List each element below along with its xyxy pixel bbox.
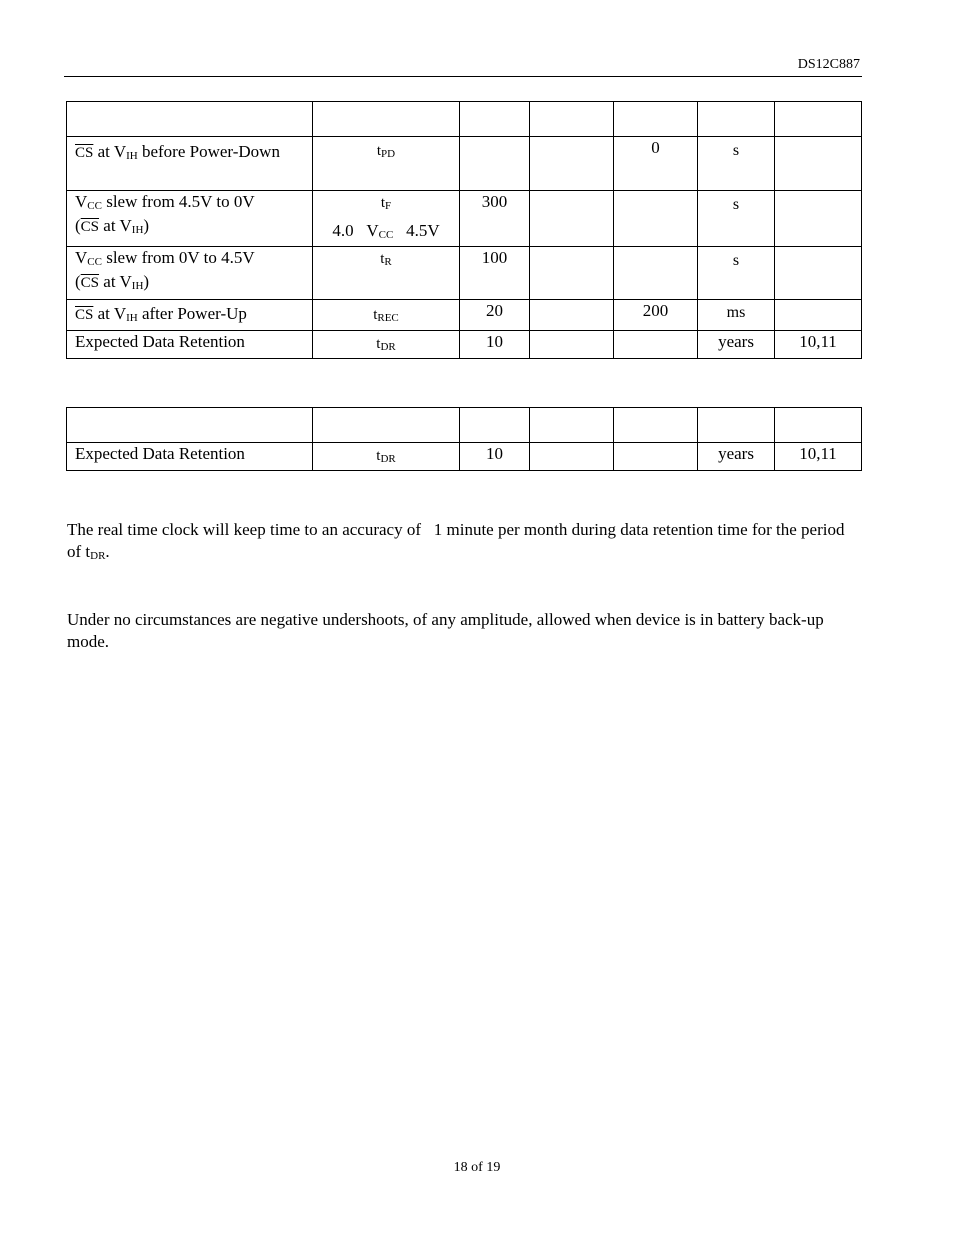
test-condition: 4.0 $V_{CC}$ 4.5V [332,221,440,241]
max-cell [614,443,698,471]
units-cell: s [698,191,775,247]
notes-cell [775,137,862,191]
power-down-timing-table [66,101,862,359]
symbol-cell: $t_F$ 4.0 $V_{CC}$ 4.5V [313,191,460,247]
table-header-row [67,102,862,137]
parameter-cell: Expected Data Retention [67,443,313,471]
min-cell: 20 [460,300,530,331]
parameter-cell: $\overline{CS}$ at $V_{IH}$ after Power-Up [67,300,313,331]
table-row [67,191,862,247]
table-row [67,247,862,300]
notes-cell [775,191,862,247]
typ-cell [530,331,614,359]
units-cell: years [698,331,775,359]
notes-cell: 10,11 [775,443,862,471]
data-retention-table [66,407,862,471]
notes-cell [775,300,862,331]
notes-cell: 10,11 [775,331,862,359]
max-cell [614,247,698,300]
max-cell [614,191,698,247]
note-undershoot-warning: Under no circumstances are negative undershoots, of any amplitude, allowed when device is in battery back-up mode. [67,610,824,651]
min-cell: 10 [460,331,530,359]
max-cell: 200 [614,300,698,331]
cs-signal: $\overline{CS}$ [80,275,100,291]
header-rule [64,76,862,77]
parameter-cell: Expected Data Retention [67,331,313,359]
cs-signal: $\overline{CS}$ [75,307,94,323]
table-row [67,300,862,331]
min-cell [460,137,530,191]
note-clock-accuracy: The real time clock will keep time to an accuracy of 1 minute per month during data retention time for the period of $t_{DR}$. [67,520,849,562]
typ-cell [530,443,614,471]
table-row [67,137,862,191]
notes-cell [775,247,862,300]
parameter-cell: $V_{CC}$ slew from 4.5V to 0V ($\overline{CS}$ at $V_{IH}$) [67,191,313,247]
cs-signal: $\overline{CS}$ [80,219,100,235]
parameter-cell: $\overline{CS}$ at $V_{IH}$ before Power-Down [67,137,313,191]
document-id: DS12C887 [797,57,860,72]
typ-cell [530,247,614,300]
min-cell: 10 [460,443,530,471]
typ-cell [530,300,614,331]
symbol-cell: $t_{DR}$ [313,443,460,471]
max-cell [614,331,698,359]
max-cell: 0 [614,137,698,191]
symbol-cell: $t_{PD}$ [313,137,460,191]
typ-cell [530,191,614,247]
table-row [67,443,862,471]
units-cell: ms [698,300,775,331]
symbol-cell: $t_R$ [313,247,460,300]
units-cell: s [698,247,775,300]
min-cell: 300 [460,191,530,247]
units-cell: s [698,137,775,191]
units-cell: years [698,443,775,471]
table-row [67,331,862,359]
cs-signal: $\overline{CS}$ [75,145,94,161]
parameter-cell: $V_{CC}$ slew from 0V to 4.5V ($\overline{CS}$ at $V_{IH}$) [67,247,313,300]
symbol-cell: $t_{DR}$ [313,331,460,359]
min-cell: 100 [460,247,530,300]
symbol-cell: $t_{REC}$ [313,300,460,331]
table-header-row [67,408,862,443]
page-number: 18 of 19 [453,1160,501,1175]
typ-cell [530,137,614,191]
